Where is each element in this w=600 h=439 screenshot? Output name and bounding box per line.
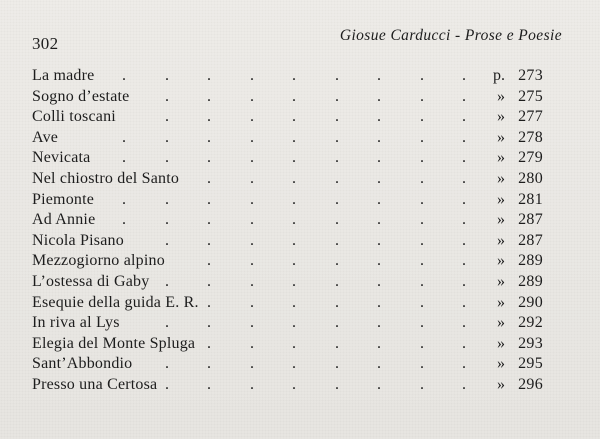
leader-dot: . — [250, 149, 254, 167]
leader-dot: . — [292, 293, 296, 311]
leader-dot: . — [292, 169, 296, 187]
leader-dot: . — [250, 293, 254, 311]
toc-entry-title: Mezzogiorno alpino — [32, 252, 165, 270]
leader-dot: . — [462, 128, 466, 146]
toc-entry — [32, 148, 557, 169]
toc-entry-prefix: » — [497, 334, 505, 352]
toc-entry-prefix: » — [497, 128, 505, 146]
toc-entry — [32, 169, 557, 190]
leader-dot: . — [207, 169, 211, 187]
toc-entry — [32, 190, 557, 211]
leader-dot: . — [335, 169, 339, 187]
leader-dot: . — [207, 211, 211, 229]
leader-dot: . — [250, 272, 254, 290]
leader-dot: . — [420, 355, 424, 373]
leader-dot: . — [377, 231, 381, 249]
leader-dot: . — [420, 375, 424, 393]
leader-dot: . — [462, 67, 466, 84]
leader-dot: . — [377, 314, 381, 332]
leader-dot: . — [165, 108, 169, 126]
leader-dot: . — [335, 67, 339, 84]
leader-dot: . — [250, 211, 254, 229]
leader-dot: . — [462, 149, 466, 167]
toc-entry-page: 287 — [518, 211, 543, 229]
toc-entry-title: La madre — [32, 67, 95, 84]
leader-dot: . — [292, 355, 296, 373]
leader-dot: . — [250, 314, 254, 332]
table-of-contents — [32, 66, 557, 396]
leader-dot: . — [292, 149, 296, 167]
leader-dot: . — [335, 334, 339, 352]
leader-dot: . — [165, 67, 169, 84]
leader-dot: . — [377, 149, 381, 167]
toc-entry-page: 281 — [518, 190, 543, 208]
toc-entry-page: 293 — [518, 334, 543, 352]
leader-dot: . — [207, 190, 211, 208]
leader-dot: . — [207, 334, 211, 352]
leader-dot: . — [250, 231, 254, 249]
leader-dot: . — [335, 231, 339, 249]
leader-dot: . — [462, 252, 466, 270]
leader-dot: . — [462, 272, 466, 290]
toc-entry-prefix: » — [497, 355, 505, 373]
toc-entry-page: 292 — [518, 314, 543, 332]
leader-dot: . — [377, 293, 381, 311]
leader-dot: . — [377, 67, 381, 84]
leader-dot: . — [292, 252, 296, 270]
toc-entry-prefix: » — [497, 375, 505, 393]
toc-entry-title: Nicola Pisano — [32, 231, 124, 249]
toc-entry-prefix: » — [497, 314, 505, 332]
leader-dot: . — [292, 128, 296, 146]
leader-dot: . — [292, 190, 296, 208]
leader-dot: . — [335, 355, 339, 373]
leader-dot: . — [250, 190, 254, 208]
leader-dot: . — [335, 211, 339, 229]
toc-entry-title: Sogno d’estate — [32, 87, 130, 105]
leader-dot: . — [462, 169, 466, 187]
toc-entry — [32, 272, 557, 293]
leader-dot: . — [207, 231, 211, 249]
leader-dot: . — [207, 375, 211, 393]
toc-entry-page: 277 — [518, 108, 543, 126]
leader-dot: . — [207, 108, 211, 126]
toc-entry — [32, 251, 557, 272]
leader-dot: . — [292, 87, 296, 105]
toc-entry-prefix: » — [497, 293, 505, 311]
toc-entry-title: Ave — [32, 128, 59, 146]
toc-entry — [32, 210, 557, 231]
toc-entry-page: 287 — [518, 231, 543, 249]
leader-dot: . — [462, 293, 466, 311]
toc-entry-title: Nel chiostro del Santo — [32, 169, 180, 187]
leader-dot: . — [420, 108, 424, 126]
leader-dot: . — [165, 272, 169, 290]
leader-dot: . — [122, 211, 126, 229]
leader-dot: . — [420, 149, 424, 167]
leader-dot: . — [250, 252, 254, 270]
leader-dot: . — [165, 87, 169, 105]
leader-dot: . — [250, 169, 254, 187]
leader-dot: . — [462, 375, 466, 393]
leader-dot: . — [420, 252, 424, 270]
toc-entry — [32, 128, 557, 149]
leader-dot: . — [377, 272, 381, 290]
leader-dot: . — [377, 87, 381, 105]
leader-dots — [32, 66, 557, 87]
leader-dot: . — [377, 252, 381, 270]
leader-dot: . — [335, 87, 339, 105]
leader-dot: . — [292, 211, 296, 229]
leader-dot: . — [250, 128, 254, 146]
leader-dot: . — [420, 190, 424, 208]
toc-entry-prefix: p. — [493, 67, 505, 84]
toc-entry-title: Sant’Abbondio — [32, 355, 133, 373]
toc-entry-title: Ad Annie — [32, 211, 96, 229]
leader-dot: . — [207, 355, 211, 373]
leader-dot: . — [462, 108, 466, 126]
leader-dot: . — [462, 190, 466, 208]
leader-dot: . — [462, 314, 466, 332]
toc-entry-prefix: » — [497, 190, 505, 208]
leader-dot: . — [462, 87, 466, 105]
toc-entry-page: 289 — [518, 272, 543, 290]
toc-entry-prefix: » — [497, 252, 505, 270]
leader-dot: . — [335, 272, 339, 290]
leader-dot: . — [250, 87, 254, 105]
leader-dot: . — [207, 128, 211, 146]
leader-dot: . — [292, 67, 296, 84]
leader-dot: . — [207, 252, 211, 270]
leader-dot: . — [207, 293, 211, 311]
leader-dot: . — [165, 375, 169, 393]
leader-dot: . — [377, 375, 381, 393]
toc-entry-prefix: » — [497, 272, 505, 290]
toc-entry-title: Elegia del Monte Spluga — [32, 334, 196, 352]
toc-entry-prefix: » — [497, 149, 505, 167]
leader-dot: . — [250, 67, 254, 84]
leader-dot: . — [462, 334, 466, 352]
toc-entry — [32, 293, 557, 314]
leader-dot: . — [420, 314, 424, 332]
toc-entry-prefix: » — [497, 211, 505, 229]
toc-entry-title: In riva al Lys — [32, 314, 120, 332]
toc-entry-page: 290 — [518, 293, 543, 311]
toc-entry — [32, 313, 557, 334]
toc-entry — [32, 231, 557, 252]
toc-entry-title: Presso una Certosa — [32, 375, 158, 393]
leader-dot: . — [462, 355, 466, 373]
leader-dot: . — [335, 149, 339, 167]
leader-dot: . — [377, 211, 381, 229]
toc-entry-page: 289 — [518, 252, 543, 270]
leader-dots — [32, 190, 557, 211]
leader-dots — [32, 148, 557, 169]
leader-dot: . — [165, 314, 169, 332]
toc-entry-page: 296 — [518, 375, 543, 393]
leader-dot: . — [207, 67, 211, 84]
leader-dot: . — [122, 190, 126, 208]
leader-dot: . — [165, 355, 169, 373]
toc-entry-page: 278 — [518, 128, 543, 146]
leader-dot: . — [165, 211, 169, 229]
leader-dot: . — [292, 272, 296, 290]
leader-dot: . — [335, 252, 339, 270]
leader-dot: . — [250, 108, 254, 126]
toc-entry — [32, 107, 557, 128]
leader-dot: . — [335, 375, 339, 393]
leader-dot: . — [377, 108, 381, 126]
toc-entry-title: Esequie della guida E. R. — [32, 293, 199, 311]
leader-dot: . — [462, 231, 466, 249]
leader-dot: . — [207, 87, 211, 105]
toc-entry-page: 273 — [518, 67, 543, 84]
leader-dots — [32, 210, 557, 231]
leader-dot: . — [250, 334, 254, 352]
leader-dot: . — [335, 190, 339, 208]
page-number: 302 — [32, 34, 59, 53]
leader-dot: . — [420, 169, 424, 187]
leader-dot: . — [377, 190, 381, 208]
leader-dot: . — [292, 108, 296, 126]
leader-dot: . — [377, 355, 381, 373]
leader-dot: . — [420, 231, 424, 249]
toc-entry-title: L’ostessa di Gaby — [32, 272, 150, 290]
leader-dot: . — [420, 293, 424, 311]
leader-dot: . — [462, 211, 466, 229]
leader-dot: . — [207, 314, 211, 332]
leader-dot: . — [207, 272, 211, 290]
toc-entry — [32, 354, 557, 375]
toc-entry-prefix: » — [497, 108, 505, 126]
leader-dot: . — [335, 108, 339, 126]
leader-dot: . — [122, 128, 126, 146]
leader-dot: . — [165, 128, 169, 146]
leader-dot: . — [335, 314, 339, 332]
leader-dot: . — [420, 128, 424, 146]
toc-entry-title: Colli toscani — [32, 108, 116, 126]
toc-entry-page: 295 — [518, 355, 543, 373]
toc-entry — [32, 375, 557, 396]
leader-dot: . — [377, 169, 381, 187]
leader-dot: . — [377, 128, 381, 146]
leader-dot: . — [165, 231, 169, 249]
leader-dot: . — [165, 149, 169, 167]
toc-entry — [32, 66, 557, 87]
toc-entry-page: 280 — [518, 169, 543, 187]
toc-entry-page: 279 — [518, 149, 543, 167]
leader-dot: . — [335, 128, 339, 146]
leader-dot: . — [335, 293, 339, 311]
toc-entry — [32, 334, 557, 355]
toc-entry-prefix: » — [497, 169, 505, 187]
leader-dot: . — [250, 375, 254, 393]
leader-dot: . — [122, 149, 126, 167]
toc-entry — [32, 87, 557, 108]
toc-entry-prefix: » — [497, 87, 505, 105]
leader-dot: . — [292, 334, 296, 352]
leader-dot: . — [420, 211, 424, 229]
leader-dot: . — [377, 334, 381, 352]
leader-dot: . — [420, 334, 424, 352]
toc-entry-page: 275 — [518, 87, 543, 105]
leader-dots — [32, 128, 557, 149]
leader-dot: . — [420, 87, 424, 105]
toc-entry-title: Nevicata — [32, 149, 91, 167]
leader-dot: . — [420, 272, 424, 290]
leader-dot: . — [292, 231, 296, 249]
leader-dot: . — [420, 67, 424, 84]
leader-dot: . — [165, 190, 169, 208]
toc-entry-title: Piemonte — [32, 190, 95, 208]
leader-dot: . — [250, 355, 254, 373]
leader-dot: . — [292, 375, 296, 393]
leader-dot: . — [292, 314, 296, 332]
leader-dot: . — [207, 149, 211, 167]
toc-entry-prefix: » — [497, 231, 505, 249]
leader-dot: . — [122, 67, 126, 84]
running-head: Giosue Carducci - Prose e Poesie — [339, 27, 562, 44]
